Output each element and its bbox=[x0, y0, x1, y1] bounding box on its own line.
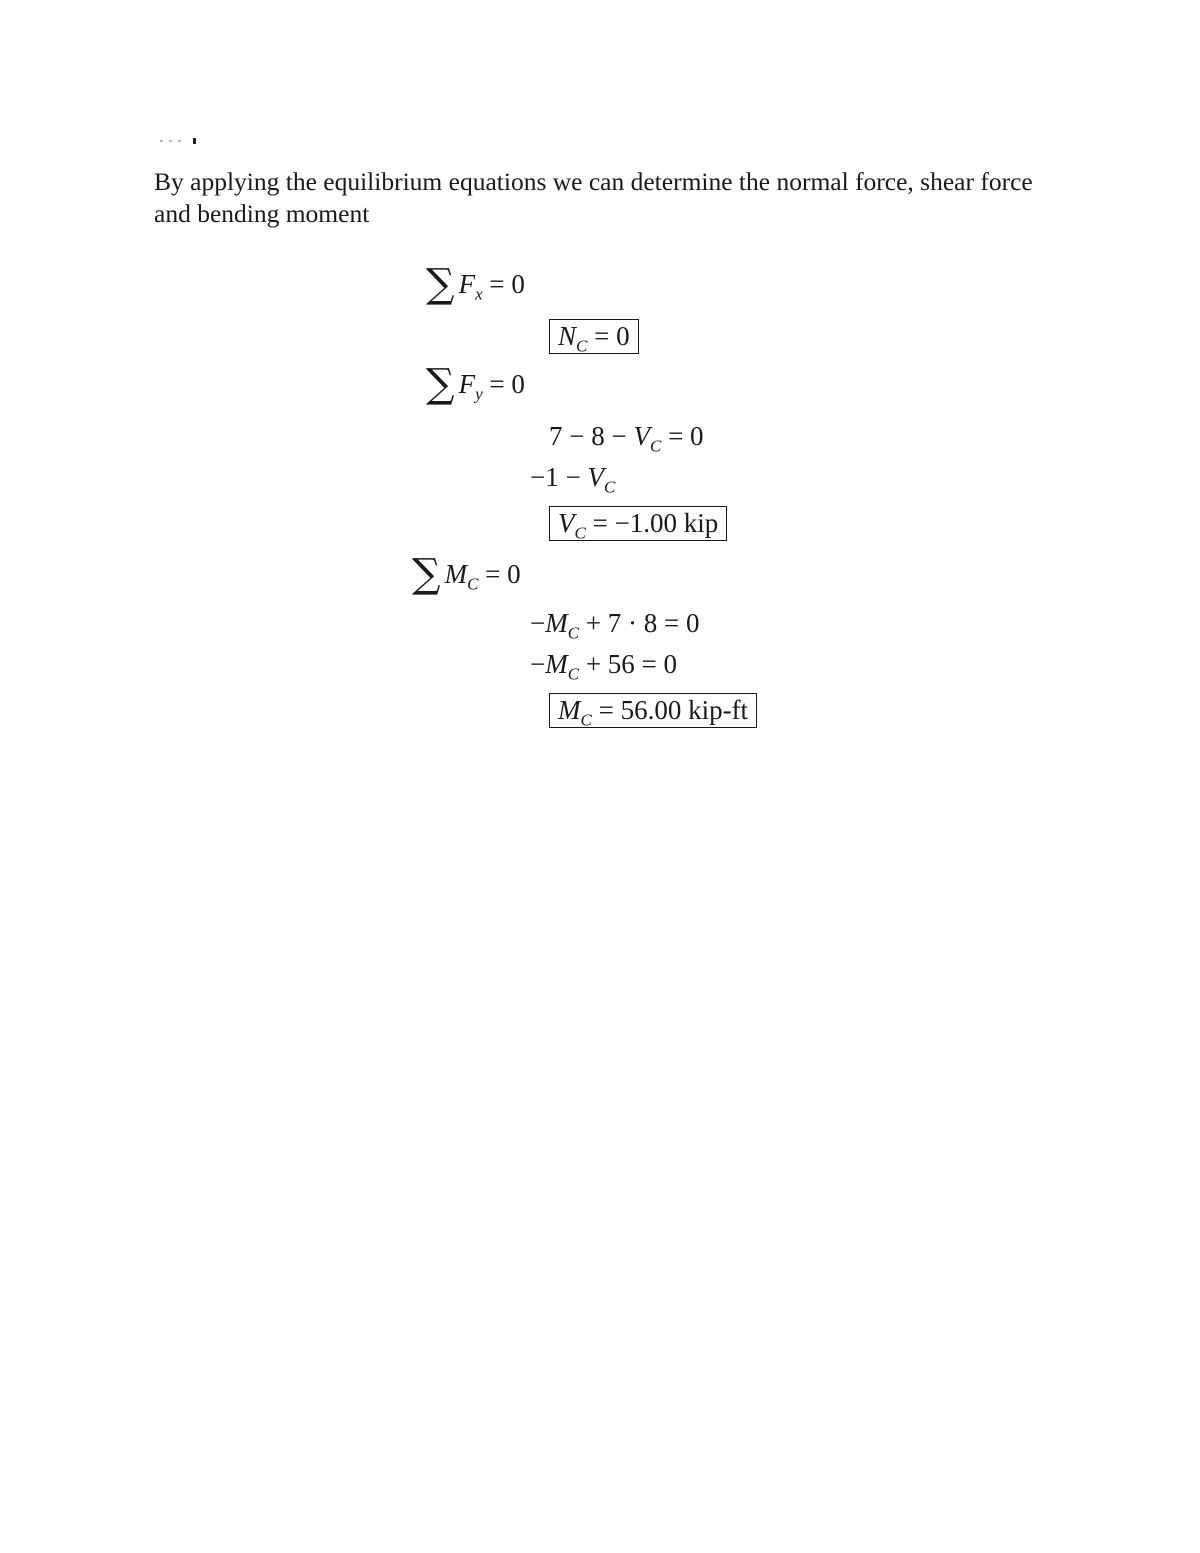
marker-dot bbox=[178, 140, 181, 142]
sigma-symbol: ∑ bbox=[412, 551, 441, 597]
boxed-result: $N_C = 0$ bbox=[549, 319, 639, 354]
result-bending-moment bbox=[549, 694, 757, 736]
equation-step: $-1 - V_C$ bbox=[530, 462, 616, 497]
intro-paragraph: By applying the equilibrium equations we can determine the normal force, shear force and bending moment bbox=[154, 167, 1033, 228]
equation-sum-mc: ∑ $M_C = 0$ bbox=[412, 551, 521, 597]
marker-dot bbox=[160, 140, 163, 142]
equation-step: $-M_C + 7 \cdot 8 = 0$ bbox=[530, 608, 700, 643]
result-shear-force bbox=[549, 507, 727, 549]
boxed-result: $M_C = 56.00$ kip-ft bbox=[549, 693, 757, 728]
result-normal-force bbox=[549, 320, 639, 362]
page-marker bbox=[160, 138, 196, 144]
sigma-symbol: ∑ bbox=[426, 261, 455, 307]
equation-sum-fy: ∑ $F_y = 0$ bbox=[426, 361, 525, 407]
equation-sum-fx: ∑ $F_x = 0$ bbox=[426, 261, 525, 307]
marker-bar bbox=[193, 138, 196, 144]
equation-step: $-M_C + 56 = 0$ bbox=[530, 649, 678, 684]
equation-step: $7 - 8 - V_C = 0$ bbox=[549, 421, 704, 456]
marker-dot bbox=[169, 140, 172, 142]
sigma-symbol: ∑ bbox=[426, 361, 455, 407]
boxed-result: $V_C = -1.00$ kip bbox=[549, 506, 727, 541]
